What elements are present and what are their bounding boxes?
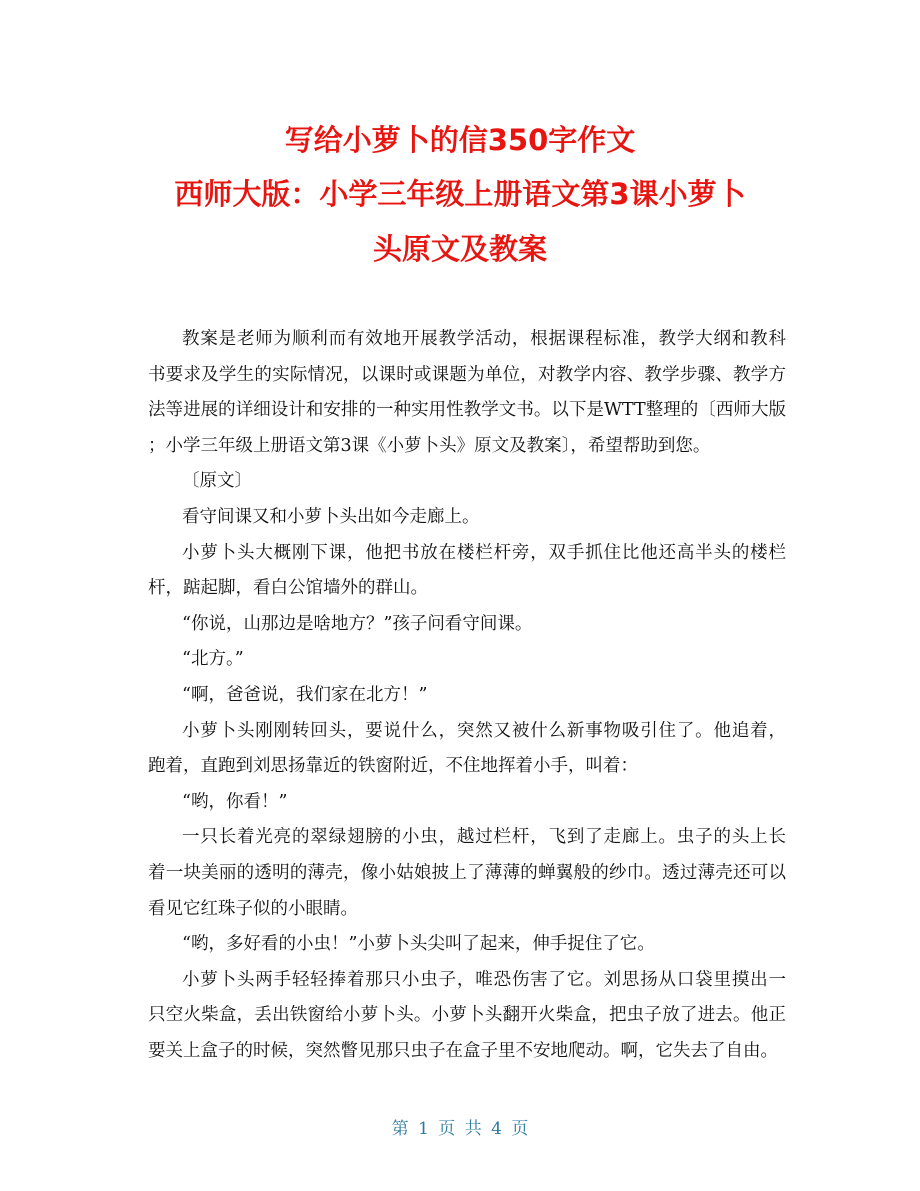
paragraph — [148, 500, 786, 536]
paragraph-line: 小萝卜头刚刚转回头，要说什么，突然又被什么新事物吸引住了。他追着， — [182, 720, 786, 741]
paragraph — [148, 785, 786, 821]
paragraph-line: 着一块美丽的透明的薄壳，像小姑娘披上了薄薄的蝉翼般的纱巾。透过薄壳还可以 — [148, 862, 786, 883]
paragraph-line: ；小学三年级上册语文第3课《小萝卜头》原文及教案〕，希望帮助到您。 — [148, 435, 711, 456]
paragraph-line: “哟，多好看的小虫！”小萝卜头尖叫了起来，伸手捉住了它。 — [182, 934, 655, 955]
paragraph-line: 杆，踮起脚，看白公馆墙外的群山。 — [148, 578, 428, 599]
paragraph-line: “北方。” — [182, 649, 244, 670]
paragraph — [148, 678, 786, 714]
document-title-line-3: 头原文及教案 — [372, 232, 547, 266]
paragraph-line: 小萝卜头两手轻轻捧着那只小虫子，唯恐伤害了它。刘思扬从口袋里摸出一 — [182, 969, 786, 990]
document-title-line-1: 写给小萝卜的信350字作文 — [284, 123, 636, 157]
paragraph-line: “啊，爸爸说，我们家在北方！” — [182, 684, 428, 705]
paragraph-line: “你说，山那边是啥地方？”孩子问看守间课。 — [182, 613, 533, 634]
document-body — [148, 322, 786, 1069]
paragraph — [148, 642, 786, 678]
paragraph-line: 跑着，直跑到刘思扬靠近的铁窗附近，不住地挥着小手，叫着： — [148, 756, 638, 777]
paragraph-line: 只空火柴盒，丢出铁窗给小萝卜头。小萝卜头翻开火柴盒，把虫子放了进去。他正 — [148, 1005, 786, 1026]
paragraph-line: “哟，你看！” — [182, 791, 288, 812]
paragraph — [148, 820, 786, 927]
paragraph — [148, 963, 786, 1070]
paragraph — [148, 464, 786, 500]
paragraph-line: 要关上盒子的时候，突然瞥见那只虫子在盒子里不安地爬动。啊，它失去了自由。 — [148, 1040, 778, 1061]
paragraph — [148, 927, 786, 963]
paragraph — [148, 714, 786, 785]
paragraph-line: 看见它红珠子似的小眼睛。 — [148, 898, 358, 919]
paragraph-line: 一只长着光亮的翠绿翅膀的小虫，越过栏杆，飞到了走廊上。虫子的头上长 — [182, 827, 786, 848]
paragraph-line: 看守间课又和小萝卜头出如今走廊上。 — [182, 506, 480, 527]
paragraph-line: 法等进展的详细设计和安排的一种实用性教学文书。以下是WTT整理的〔西师大版 — [148, 400, 786, 421]
document-title-line-2: 西师大版：小学三年级上册语文第3课小萝卜 — [174, 177, 746, 211]
page-number: 第 1 页 共 4 页 — [391, 1119, 529, 1139]
paragraph-line: 书要求及学生的实际情况，以课时或课题为单位，对教学内容、教学步骤、教学方 — [148, 364, 786, 385]
paragraph-line: 小萝卜头大概刚下课，他把书放在楼栏杆旁，双手抓住比他还高半头的楼栏 — [182, 542, 786, 563]
paragraph-line: 〔原文〕 — [182, 471, 252, 492]
paragraph — [148, 607, 786, 643]
paragraph — [148, 536, 786, 607]
paragraph-line: 教案是老师为顺利而有效地开展教学活动，根据课程标准，教学大纲和教科 — [182, 329, 786, 349]
paragraph — [148, 322, 786, 464]
